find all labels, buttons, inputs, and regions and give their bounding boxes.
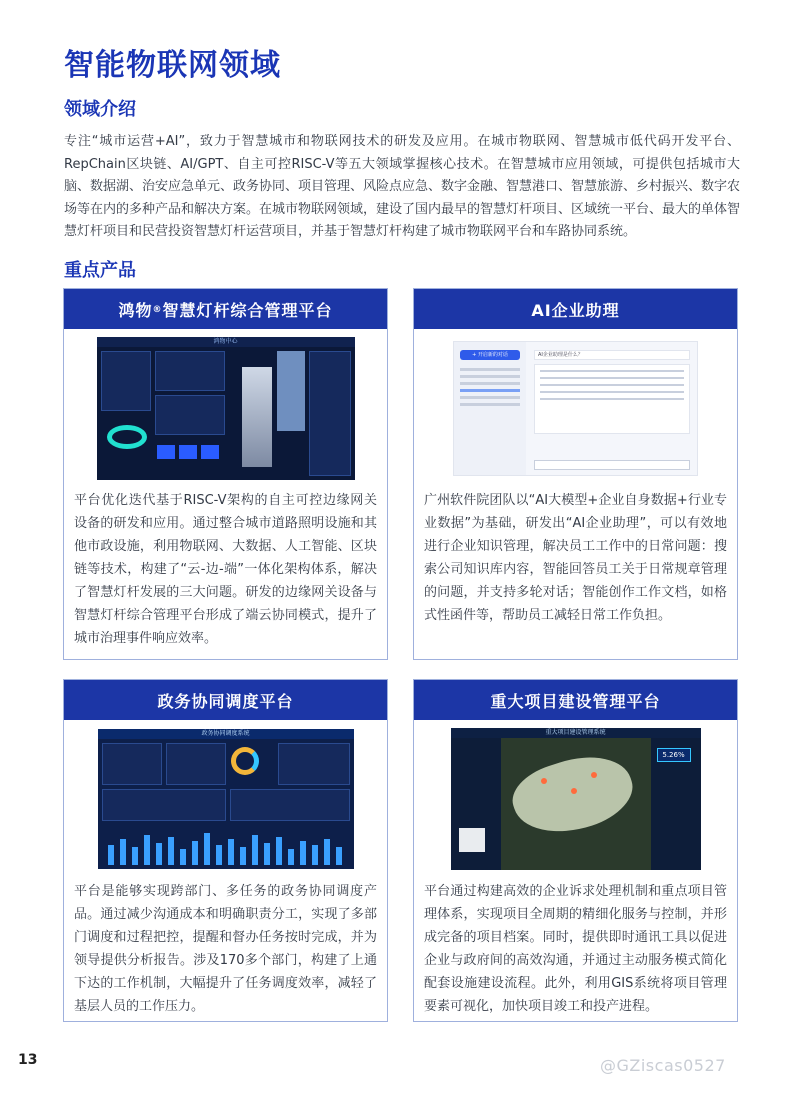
card-image-area bbox=[64, 720, 387, 878]
gov-bar bbox=[192, 841, 198, 865]
products-heading: 重点产品 bbox=[64, 260, 136, 281]
ai-sidebar-line bbox=[460, 368, 520, 371]
lamp-ring-chart bbox=[107, 425, 147, 449]
gov-bar bbox=[108, 845, 114, 865]
project-map-pin bbox=[571, 788, 577, 794]
product-card-major-projects bbox=[413, 679, 738, 1022]
gov-dashboard-screenshot bbox=[98, 729, 354, 869]
gov-bar bbox=[144, 835, 150, 865]
project-map-region bbox=[505, 743, 641, 847]
card-title: AI企业助理 bbox=[414, 289, 737, 329]
ai-assistant-screenshot bbox=[453, 341, 698, 476]
card-title-suffix: 智慧灯杆综合管理平台 bbox=[162, 300, 333, 320]
card-image-area bbox=[414, 720, 737, 878]
lamp-tile-2 bbox=[179, 445, 197, 459]
gov-bar bbox=[216, 845, 222, 865]
ai-sidebar-line bbox=[460, 382, 520, 385]
lamp-photo bbox=[277, 351, 305, 431]
card-title-prefix: 鸿物 bbox=[118, 300, 153, 320]
ai-sidebar-line bbox=[460, 396, 520, 399]
watermark: @GZiscas0527 bbox=[600, 1056, 726, 1075]
gov-bar bbox=[336, 847, 342, 865]
card-title bbox=[64, 289, 387, 329]
gov-bar bbox=[132, 847, 138, 865]
gov-panel-bars bbox=[278, 743, 350, 785]
gov-bar bbox=[120, 839, 126, 865]
project-kpi-badge: 5.26% bbox=[657, 748, 691, 762]
card-image-area bbox=[64, 329, 387, 487]
lamp-tile-1 bbox=[157, 445, 175, 459]
ai-answer-line bbox=[540, 391, 684, 393]
gov-ring-chart bbox=[231, 747, 259, 775]
lamp-panel-left bbox=[101, 351, 151, 411]
intro-text: 专注“城市运营+AI”，致力于智慧城市和物联网技术的研发及应用。在城市物联网、智慧城市低代码开发平台、RepChain区块链、AI/GPT、自主可控RISC-V等五大领域掌握核心技术。在智慧城市应用领域，可提供包括城市大脑、数据湖、治安应急单元、政务协同、项目管理、风险点应急、数字金融、智慧港口、智慧旅游、乡村振兴、数字农场等在内的多种产品和解决方案。在城市物联网领域，建设了国内最早的智慧灯杆项目、区域统一平台、最大的单体智慧灯杆项目和民营投资智慧灯杆运营项目，并基于智慧灯杆构建了城市物联网平台和车路协同系统。 bbox=[64, 134, 741, 239]
project-map-pin bbox=[591, 772, 597, 778]
project-map-screenshot bbox=[451, 728, 701, 870]
gov-bar bbox=[264, 843, 270, 865]
gov-bar bbox=[180, 849, 186, 865]
lamp-screen-header: 鸿物中心 bbox=[97, 337, 355, 347]
gov-bar bbox=[312, 845, 318, 865]
project-thumb-map bbox=[459, 828, 485, 852]
gov-panel-stats bbox=[102, 743, 162, 785]
gov-bar bbox=[252, 835, 258, 865]
intro-heading: 领域介绍 bbox=[64, 99, 136, 120]
lamp-pole-image bbox=[242, 367, 272, 467]
card-description: 广州软件院团队以“AI大模型+企业自身数据+行业专业数据”为基础，研发出“AI企业助理”，可以有效地进行企业知识管理，解决员工工作中的日常问题：搜索公司知识库内容，智能回答员工关于日常规章管理的问题，并支持多轮对话；智能创作工作文档，如格式性函件等，帮助员工减轻日常工作负担。 bbox=[424, 493, 727, 623]
ai-input-box[interactable] bbox=[534, 460, 690, 470]
registered-mark: ® bbox=[152, 305, 163, 315]
ai-question-bubble: AI企业助理是什么？ bbox=[534, 350, 690, 360]
gov-bar bbox=[240, 847, 246, 865]
card-image-area bbox=[414, 329, 737, 487]
gov-panel-list bbox=[102, 789, 226, 821]
lamp-panel-list bbox=[155, 395, 225, 435]
card-description: 平台通过构建高效的企业诉求处理机制和重点项目管理体系，实现项目全周期的精细化服务与控制，并形成完备的项目档案。同时，提供即时通讯工具以促进企业与政府间的高效沟通，并通过主动服务模式简化配套设施建设流程。此外，利用GIS系统将项目管理要素可视化，加快项目竣工和投产进程。 bbox=[424, 884, 727, 1014]
project-map-pin bbox=[541, 778, 547, 784]
gov-bar-chart bbox=[104, 827, 348, 865]
ai-sidebar-line bbox=[460, 375, 520, 378]
gov-bar bbox=[204, 833, 210, 865]
card-description: 平台是能够实现跨部门、多任务的政务协同调度产品。通过减少沟通成本和明确职责分工，实现了多部门调度和过程把控，提醒和督办任务按时完成，并为领导提供分析报告。涉及170多个部门，构建了上通下达的工作机制，大幅提升了任务调度效率，减轻了基层人员的工作压力。 bbox=[74, 884, 377, 1014]
card-title: 政务协同调度平台 bbox=[64, 680, 387, 720]
ai-sidebar-line bbox=[460, 389, 520, 392]
lamp-panel-chart bbox=[155, 351, 225, 391]
product-card-lamp bbox=[63, 288, 388, 660]
gov-bar bbox=[300, 841, 306, 865]
ai-sidebar-line bbox=[460, 403, 520, 406]
ai-answer-line bbox=[540, 377, 684, 379]
project-screen-header: 重大项目建设管理系统 bbox=[451, 728, 701, 738]
product-card-ai-assistant bbox=[413, 288, 738, 660]
lamp-tile-3 bbox=[201, 445, 219, 459]
card-title: 重大项目建设管理平台 bbox=[414, 680, 737, 720]
product-card-gov-collab bbox=[63, 679, 388, 1022]
gov-panel-stats-2 bbox=[166, 743, 226, 785]
gov-screen-header: 政务协同调度系统 bbox=[98, 729, 354, 739]
ai-sidebar bbox=[454, 342, 526, 476]
page-number: 13 bbox=[18, 1052, 38, 1068]
gov-bar bbox=[156, 843, 162, 865]
ai-answer-line bbox=[540, 370, 684, 372]
gov-bar bbox=[168, 837, 174, 865]
card-description: 平台优化迭代基于RISC-V架构的自主可控边缘网关设备的研发和应用。通过整合城市道路照明设施和其他市政设施，利用物联网、大数据、人工智能、区块链等技术，构建了“云-边-端”一体化架构体系，解决了智慧灯杆发展的三大问题。研发的边缘网关设备与智慧灯杆综合管理平台形成了端云协同模式，提升了城市治理事件响应效率。 bbox=[74, 493, 377, 646]
gov-bar bbox=[288, 849, 294, 865]
ai-answer-bubble bbox=[534, 364, 690, 434]
gov-panel-table bbox=[230, 789, 350, 821]
lamp-dashboard-screenshot bbox=[97, 337, 355, 480]
page-title: 智能物联网领域 bbox=[64, 48, 281, 83]
ai-new-chat-button[interactable]: + 开启新的对话 bbox=[460, 350, 520, 360]
lamp-panel-right bbox=[309, 351, 351, 476]
ai-answer-line bbox=[540, 398, 684, 400]
ai-answer-line bbox=[540, 384, 684, 386]
gov-bar bbox=[324, 839, 330, 865]
gov-bar bbox=[276, 837, 282, 865]
gov-bar bbox=[228, 839, 234, 865]
